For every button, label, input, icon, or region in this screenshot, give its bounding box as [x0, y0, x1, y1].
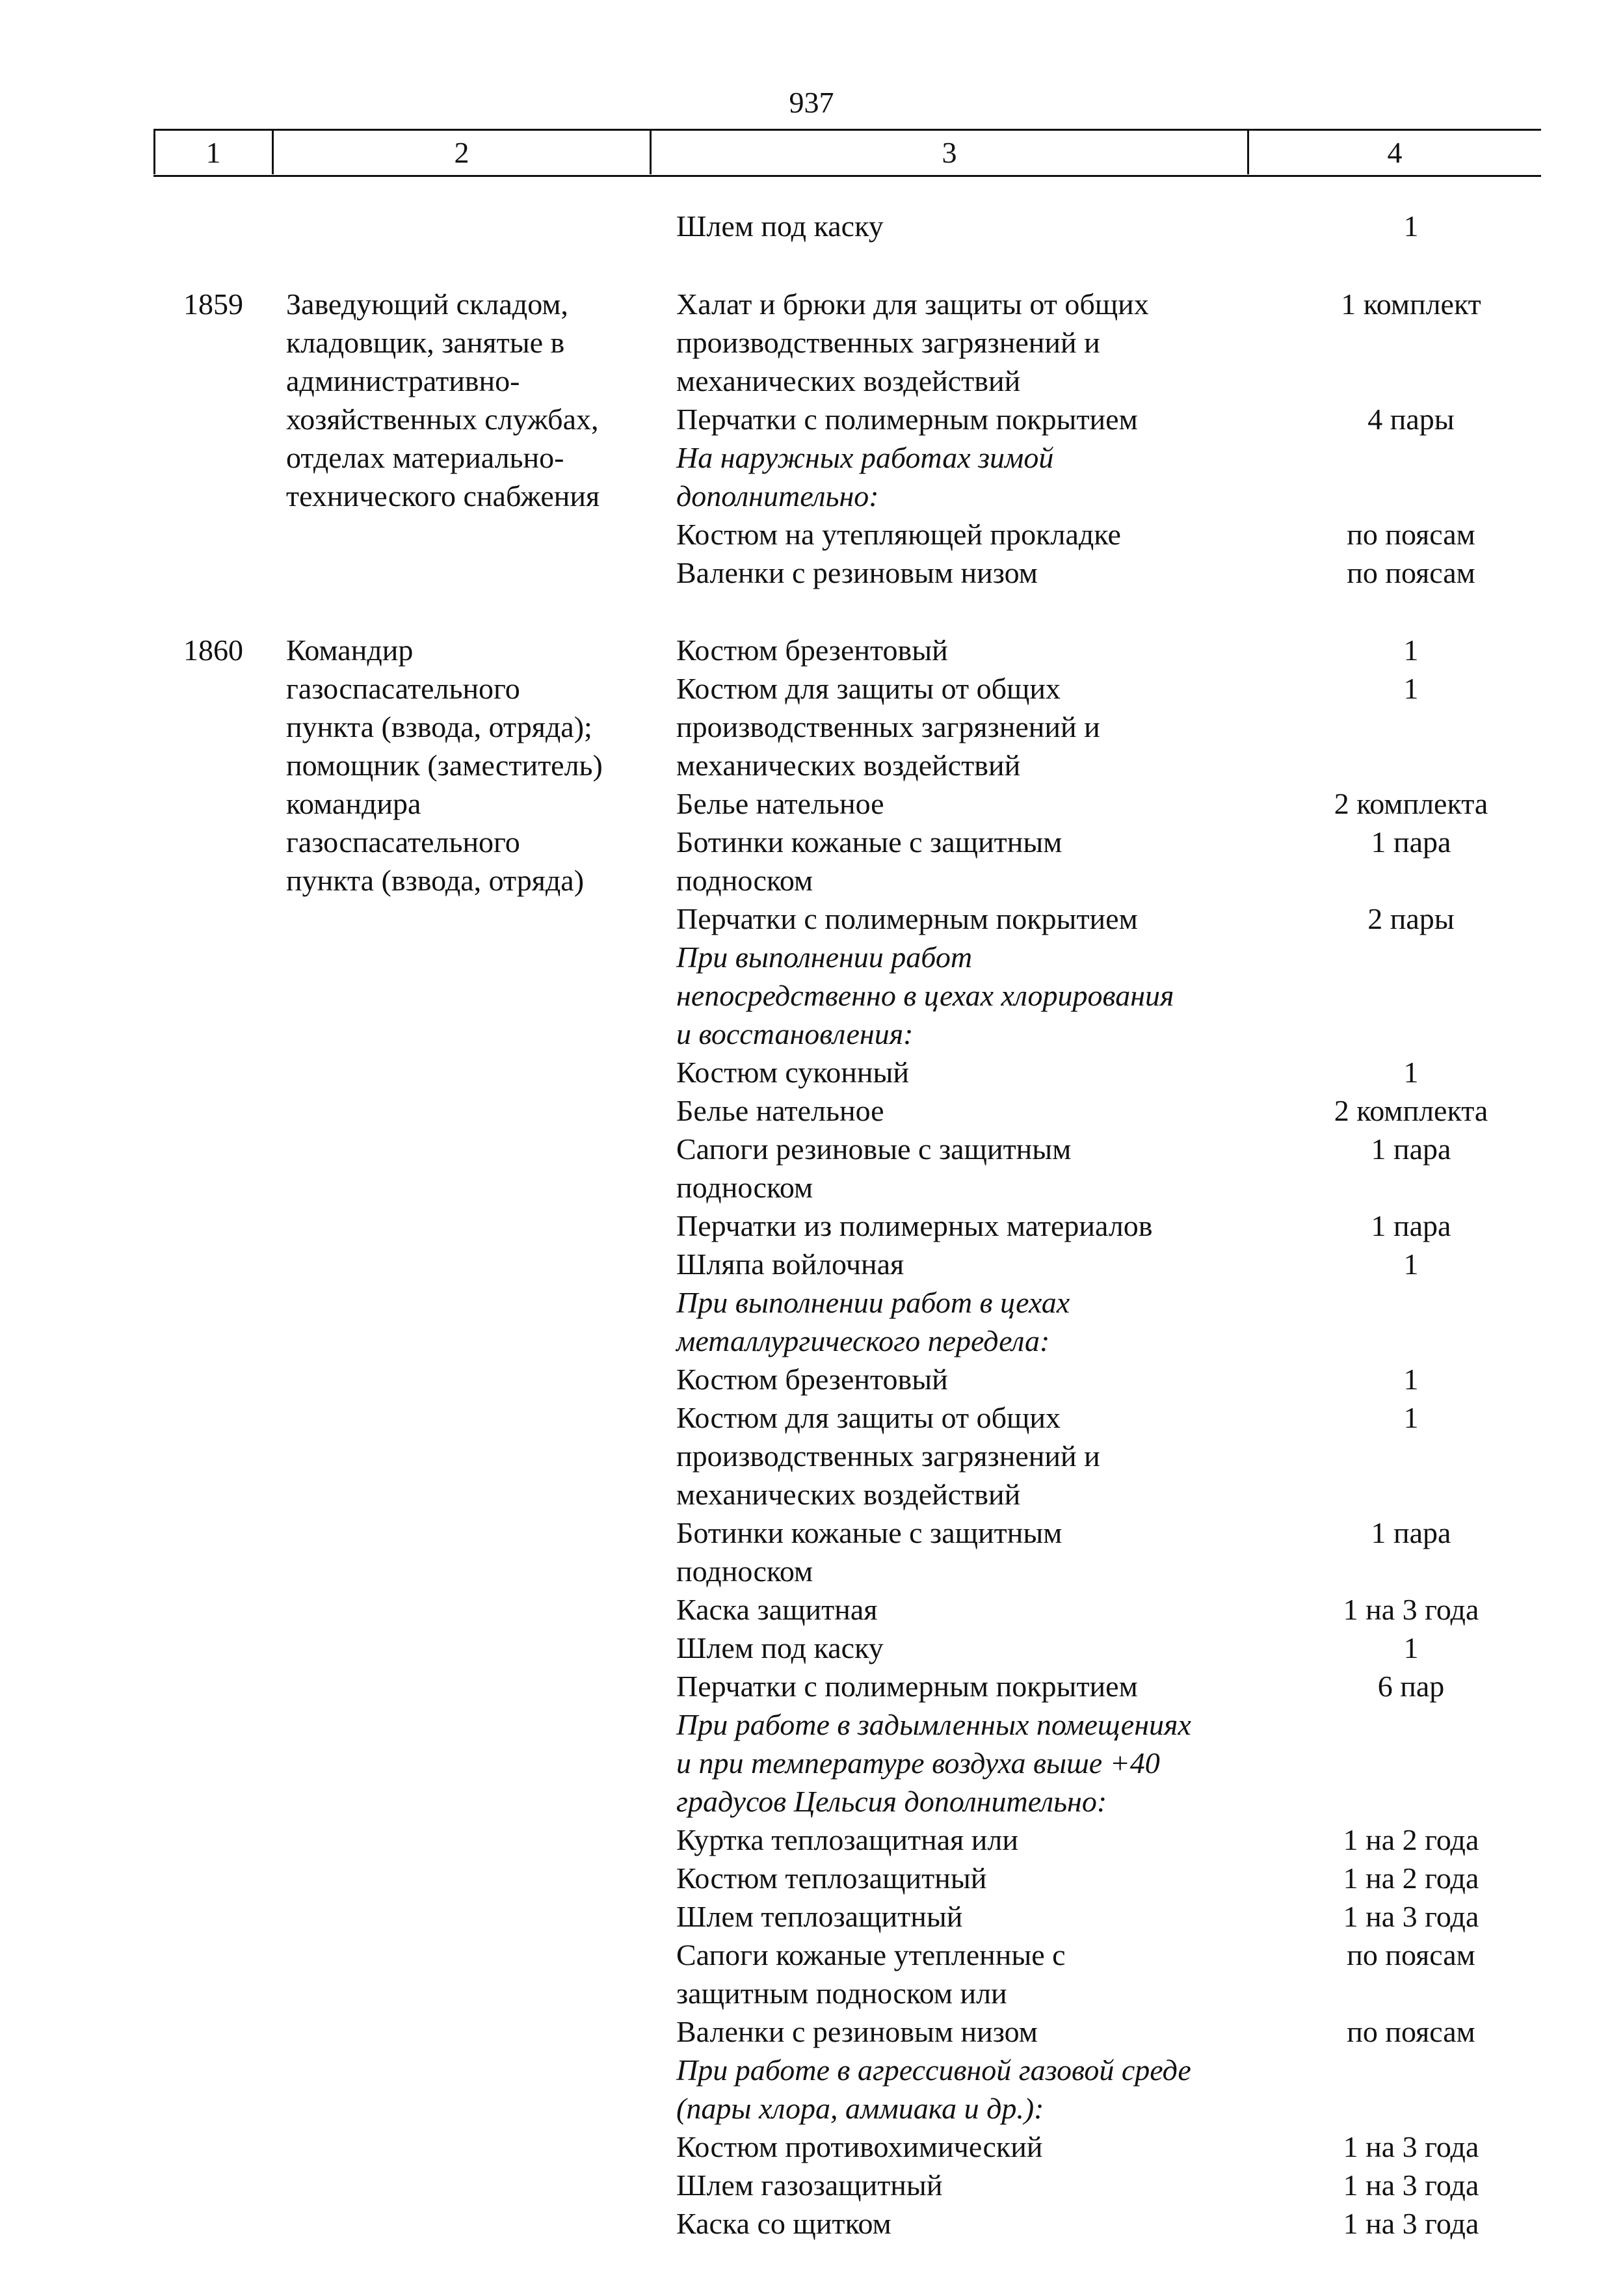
row-continuation-items [676, 207, 1274, 245]
item-qty: 1 [1403, 634, 1419, 667]
item-qty: по поясам [1347, 2015, 1475, 2048]
qty-spacer [1274, 708, 1548, 746]
item-qty: 1 на 2 года [1343, 1823, 1479, 1856]
item-name: Костюм суконный [676, 1056, 910, 1089]
header-divider [650, 129, 652, 174]
qty-spacer [1274, 938, 1548, 976]
qty-spacer [1274, 976, 1548, 1015]
item-name: Перчатки из полимерных материалов [676, 1209, 1153, 1242]
condition-note: При работе в задымленных помещениях [676, 1708, 1191, 1741]
item-qty: 1 на 3 года [1343, 2169, 1479, 2202]
condition-note: дополнительно: [676, 479, 879, 513]
header-divider [1247, 129, 1249, 174]
qty-spacer [1274, 746, 1548, 784]
occupation-line: пункта (взвода, отряда) [286, 864, 585, 897]
item-name: механических воздействий [676, 364, 1021, 397]
item-qty: 1 [1403, 209, 1419, 243]
item-name: Перчатки с полимерным покрытием [676, 1670, 1138, 1703]
condition-note: непосредственно в цехах хлорирования [676, 979, 1174, 1012]
item-name: Каска со щитком [676, 2207, 891, 2240]
item-name: подноском [676, 864, 813, 897]
item-name: Валенки с резиновым низом [676, 2015, 1038, 2048]
condition-note: и восстановления: [676, 1017, 914, 1050]
condition-note: и при температуре воздуха выше +40 [676, 1746, 1160, 1780]
header-col-1: 1 [205, 136, 221, 169]
item-qty: 1 пара [1371, 1209, 1451, 1242]
item-name: Костюм на утепляющей прокладке [676, 518, 1121, 551]
item-name: Куртка теплозащитная или [676, 1823, 1018, 1856]
item-name: подноском [676, 1555, 813, 1588]
qty-spacer [1274, 1782, 1548, 1821]
item-name: Шлем под каску [676, 209, 884, 243]
occupation-line: помощник (заместитель) [286, 749, 603, 782]
item-qty: 2 комплекта [1334, 787, 1488, 820]
qty-spacer [1274, 438, 1548, 477]
occupation-line: хозяйственных службах, [286, 403, 599, 436]
item-name: Шляпа войлочная [676, 1248, 904, 1281]
occupation-1859 [286, 285, 650, 515]
occupation-line: Командир [286, 634, 414, 667]
row-number-1859: 1859 [183, 287, 243, 321]
condition-note: градусов Цельсия дополнительно: [676, 1785, 1107, 1818]
qty-spacer [1274, 2089, 1548, 2128]
qty-spacer [1274, 1974, 1548, 2012]
occupation-line: технического снабжения [286, 479, 600, 513]
item-qty: 1 на 3 года [1343, 1593, 1479, 1626]
qty-spacer [1274, 1015, 1548, 1053]
item-name: производственных загрязнений и [676, 1439, 1100, 1473]
item-qty: 6 пар [1377, 1670, 1445, 1703]
item-name: Халат и брюки для защиты от общих [676, 287, 1149, 321]
occupation-1860 [286, 631, 650, 900]
condition-note: При выполнении работ [676, 941, 973, 974]
item-qty: 1 [1403, 1631, 1419, 1664]
occupation-line: кладовщик, занятые в [286, 326, 565, 359]
item-name: Белье нательное [676, 787, 884, 820]
qty-spacer [1274, 1744, 1548, 1782]
item-name: подноском [676, 1171, 813, 1204]
header-col-3: 3 [942, 136, 957, 169]
item-qty: 1 [1403, 672, 1419, 705]
item-name: Валенки с резиновым низом [676, 556, 1038, 589]
row-number-1860: 1860 [183, 634, 243, 667]
header-divider [153, 129, 155, 174]
condition-note: При работе в агрессивной газовой среде [676, 2053, 1191, 2087]
item-name: Костюм теплозащитный [676, 1862, 987, 1895]
occupation-line: газоспасательного [286, 672, 520, 705]
item-qty: по поясам [1347, 1938, 1475, 1971]
item-name: Сапоги резиновые с защитным [676, 1132, 1072, 1166]
item-qty: 1 на 2 года [1343, 1862, 1479, 1895]
condition-note: На наружных работах зимой [676, 441, 1054, 474]
item-qty: 4 пары [1367, 403, 1455, 436]
condition-note: (пары хлора, аммиака и др.): [676, 2092, 1044, 2125]
item-qty: 1 пара [1371, 825, 1451, 859]
item-name: Белье нательное [676, 1094, 884, 1127]
item-qty: 1 на 3 года [1343, 2207, 1479, 2240]
condition-note: При выполнении работ в цехах [676, 1286, 1070, 1319]
quantities-1860 [1274, 631, 1548, 2243]
item-name: Ботинки кожаные с защитным [676, 1516, 1062, 1549]
row-continuation-qty [1274, 207, 1548, 245]
item-name: Костюм для защиты от общих [676, 1401, 1061, 1434]
occupation-line: пункта (взвода, отряда); [286, 710, 592, 743]
item-name: Сапоги кожаные утепленные с [676, 1938, 1066, 1971]
occupation-line: Заведующий складом, [286, 287, 568, 321]
item-name: Шлем теплозащитный [676, 1900, 963, 1933]
qty-spacer [1274, 1437, 1548, 1475]
header-col-4: 4 [1387, 136, 1403, 169]
item-qty: 2 комплекта [1334, 1094, 1488, 1127]
item-qty: 1 [1403, 1363, 1419, 1396]
occupation-line: командира [286, 787, 421, 820]
item-name: Костюм брезентовый [676, 634, 948, 667]
item-qty: 1 на 3 года [1343, 1900, 1479, 1933]
item-name: механических воздействий [676, 749, 1021, 782]
item-name: Перчатки с полимерным покрытием [676, 403, 1138, 436]
quantities-1859 [1274, 285, 1548, 592]
qty-spacer [1274, 1168, 1548, 1207]
qty-spacer [1274, 2051, 1548, 2089]
header-divider [272, 129, 274, 174]
items-1860 [676, 631, 1274, 2243]
table-header-row [153, 129, 1541, 177]
item-name: механических воздействий [676, 1478, 1021, 1511]
qty-spacer [1274, 861, 1548, 900]
qty-spacer [1274, 1552, 1548, 1590]
item-qty: 1 пара [1371, 1132, 1451, 1166]
item-qty: по поясам [1347, 518, 1475, 551]
item-qty: 1 [1403, 1248, 1419, 1281]
item-qty: 1 на 3 года [1343, 2130, 1479, 2163]
item-name: Каска защитная [676, 1593, 878, 1626]
item-name: Шлем под каску [676, 1631, 884, 1664]
page-number: 937 [789, 86, 834, 119]
item-qty: 1 [1403, 1401, 1419, 1434]
item-qty: 1 пара [1371, 1516, 1451, 1549]
occupation-line: газоспасательного [286, 825, 520, 859]
qty-spacer [1274, 1475, 1548, 1514]
item-qty: 1 [1403, 1056, 1419, 1089]
item-name: защитным подноском или [676, 1977, 1007, 2010]
item-name: Костюм брезентовый [676, 1363, 948, 1396]
qty-spacer [1274, 1705, 1548, 1744]
qty-spacer [1274, 477, 1548, 515]
item-qty: 1 комплект [1341, 287, 1481, 321]
item-name: Костюм для защиты от общих [676, 672, 1061, 705]
occupation-line: административно- [286, 364, 520, 397]
item-qty: по поясам [1347, 556, 1475, 589]
qty-spacer [1274, 323, 1548, 362]
item-name: Костюм противохимический [676, 2130, 1043, 2163]
qty-spacer [1274, 362, 1548, 400]
item-name: Шлем газозащитный [676, 2169, 943, 2202]
condition-note: металлургического передела: [676, 1324, 1050, 1357]
header-col-2: 2 [454, 136, 469, 169]
items-1859 [676, 285, 1274, 592]
item-name: Перчатки с полимерным покрытием [676, 902, 1138, 935]
item-name: производственных загрязнений и [676, 326, 1100, 359]
qty-spacer [1274, 1322, 1548, 1360]
item-qty: 2 пары [1367, 902, 1455, 935]
item-name: производственных загрязнений и [676, 710, 1100, 743]
occupation-line: отделах материально- [286, 441, 564, 474]
item-name: Ботинки кожаные с защитным [676, 825, 1062, 859]
qty-spacer [1274, 1283, 1548, 1322]
